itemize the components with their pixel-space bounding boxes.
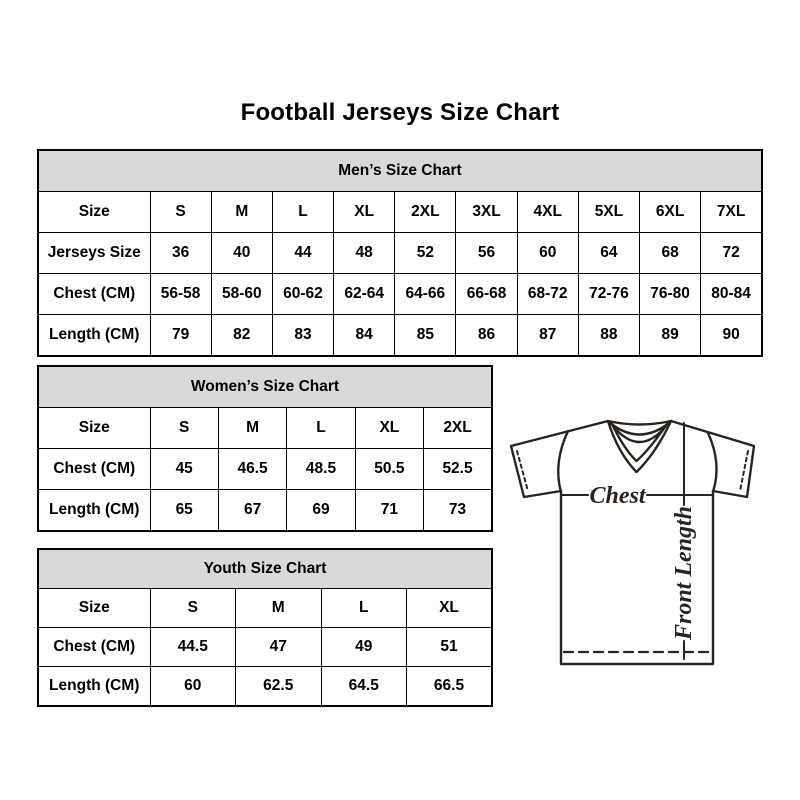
table-cell: 86 [456,315,517,357]
table-cell: 52.5 [424,449,492,490]
table-cell: 65 [150,490,218,532]
table-cell: 90 [701,315,762,357]
table-row [38,315,762,357]
youth-table-title: Youth Size Chart [38,549,492,589]
table-cell: 84 [334,315,395,357]
table-cell: 51 [407,628,493,667]
table-row [38,274,762,315]
table-cell: M [218,408,286,449]
mens-table-header-row [38,150,762,192]
table-cell: 56-58 [150,274,211,315]
table-cell: 72-76 [578,274,639,315]
table-cell: 7XL [701,192,762,233]
table-cell: 72 [701,233,762,274]
table-cell: 79 [150,315,211,357]
table-cell: 48 [334,233,395,274]
table-row [38,589,492,628]
womens-table-title: Women’s Size Chart [38,366,492,408]
table-cell: 48.5 [287,449,355,490]
table-cell: 62-64 [334,274,395,315]
table-cell: 60 [150,667,236,707]
table-cell: 60-62 [272,274,333,315]
table-cell: 36 [150,233,211,274]
table-cell: 56 [456,233,517,274]
table-cell: 88 [578,315,639,357]
chest-measure-label: Chest [589,483,646,509]
table-cell: 40 [211,233,272,274]
table-cell: 82 [211,315,272,357]
row-label: Size [38,192,150,233]
table-row [38,667,492,707]
jersey-measurement-diagram [502,403,774,675]
table-cell: 44 [272,233,333,274]
table-cell: L [287,408,355,449]
row-label: Length (CM) [38,667,150,707]
table-cell: 76-80 [640,274,701,315]
mens-table-title: Men’s Size Chart [38,150,762,192]
table-cell: 68-72 [517,274,578,315]
table-cell: 64-66 [395,274,456,315]
youth-size-table [37,548,493,707]
table-cell: 69 [287,490,355,532]
table-cell: L [272,192,333,233]
row-label: Chest (CM) [38,274,150,315]
table-cell: 4XL [517,192,578,233]
table-cell: 67 [218,490,286,532]
table-cell: XL [355,408,423,449]
table-cell: 85 [395,315,456,357]
table-cell: 6XL [640,192,701,233]
table-cell: L [321,589,407,628]
table-row [38,233,762,274]
table-cell: XL [407,589,493,628]
table-cell: S [150,589,236,628]
table-cell: 62.5 [236,667,322,707]
table-cell: S [150,192,211,233]
table-cell: 2XL [395,192,456,233]
table-cell: 50.5 [355,449,423,490]
youth-table-header-row [38,549,492,589]
womens-size-table [37,365,493,532]
table-cell: 46.5 [218,449,286,490]
row-label: Size [38,589,150,628]
row-label: Size [38,408,150,449]
row-label: Chest (CM) [38,628,150,667]
table-cell: 64.5 [321,667,407,707]
row-label: Length (CM) [38,315,150,357]
table-row [38,628,492,667]
jersey-diagram-icon [502,403,774,675]
table-cell: 49 [321,628,407,667]
table-cell: 71 [355,490,423,532]
table-cell: S [150,408,218,449]
table-cell: 80-84 [701,274,762,315]
table-cell: M [211,192,272,233]
table-cell: 60 [517,233,578,274]
table-cell: 5XL [578,192,639,233]
table-cell: 64 [578,233,639,274]
table-cell: M [236,589,322,628]
table-cell: 89 [640,315,701,357]
womens-table-header-row [38,366,492,408]
table-cell: 83 [272,315,333,357]
row-label: Jerseys Size [38,233,150,274]
row-label: Length (CM) [38,490,150,532]
table-cell: 68 [640,233,701,274]
table-cell: 44.5 [150,628,236,667]
table-row [38,192,762,233]
row-label: Chest (CM) [38,449,150,490]
table-cell: 3XL [456,192,517,233]
table-cell: 2XL [424,408,492,449]
table-cell: 47 [236,628,322,667]
table-row [38,449,492,490]
table-cell: 66.5 [407,667,493,707]
front-length-measure-label: Front Length [671,505,697,641]
table-cell: 52 [395,233,456,274]
table-cell: 58-60 [211,274,272,315]
page-title: Football Jerseys Size Chart [240,99,560,126]
table-row [38,490,492,532]
mens-size-table [37,149,763,357]
table-cell: 87 [517,315,578,357]
table-cell: 73 [424,490,492,532]
table-cell: 66-68 [456,274,517,315]
table-cell: XL [334,192,395,233]
table-cell: 45 [150,449,218,490]
table-row [38,408,492,449]
